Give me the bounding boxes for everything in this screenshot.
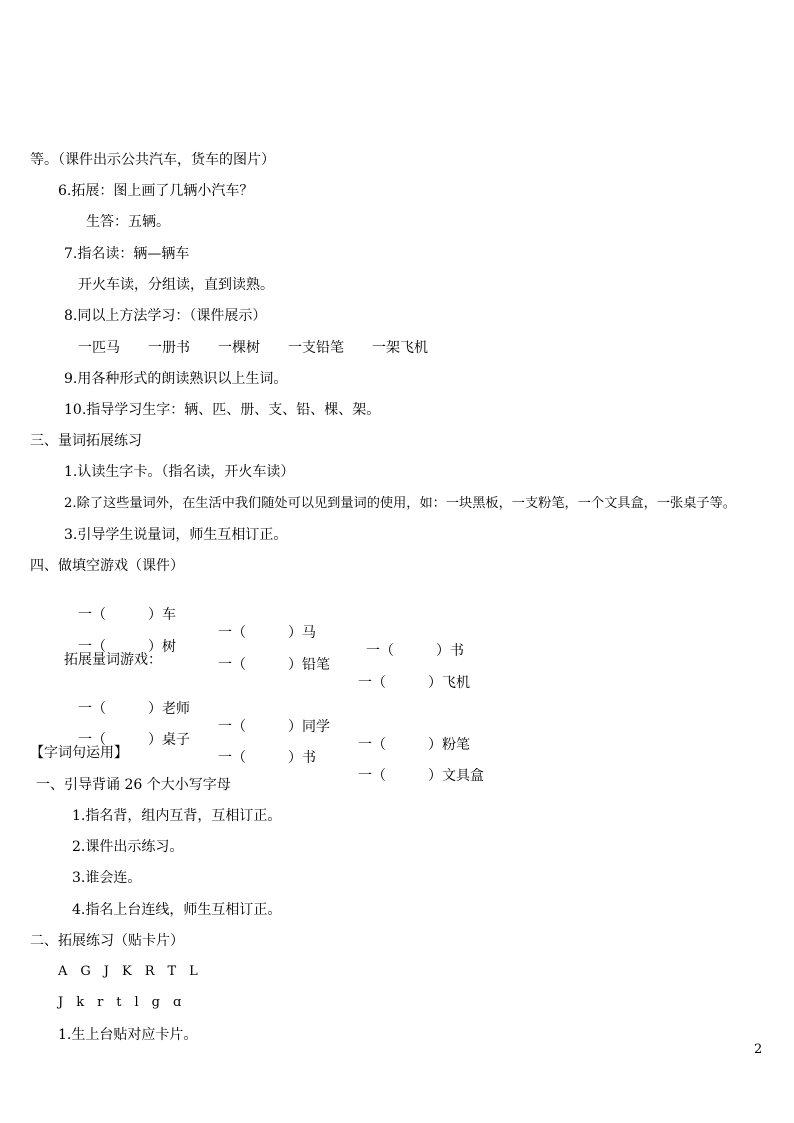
text-line: 9.用各种形式的朗读熟识以上生词。 <box>64 371 288 387</box>
text-line: 拓展量词游戏： <box>64 652 162 668</box>
fill-blank-item: 一（ ）树 <box>78 639 176 655</box>
text-line: 3.引导学生说量词，师生互相订正。 <box>64 527 288 543</box>
text-line: 6.拓展：图上画了几辆小汽车？ <box>58 183 254 199</box>
text-line: 一匹马 一册书 一棵树 一支铅笔 一架飞机 <box>78 340 428 356</box>
fill-blank-item: 一（ ）铅笔 <box>218 657 330 673</box>
section-heading: 【字词句运用】 <box>30 745 128 761</box>
letter-row: J k r t l g ɑ <box>58 995 182 1010</box>
letter-row: A G J K R T L <box>58 964 198 979</box>
text-line: 3.谁会连。 <box>72 870 142 886</box>
text-line: 2.课件出示练习。 <box>72 839 184 855</box>
section-heading: 三、量词拓展练习 <box>30 433 142 449</box>
fill-blank-item: 一（ ）马 <box>218 625 316 641</box>
text-line: 4.指名上台连线，师生互相订正。 <box>72 902 282 918</box>
fill-blank-item: 一（ ）桌子 <box>78 732 190 748</box>
fill-blank-item: 一（ ）书 <box>366 643 464 659</box>
fill-blank-item: 一（ ）同学 <box>218 719 330 735</box>
section-heading: 二、拓展练习（贴卡片） <box>30 933 184 949</box>
text-line: 1.认读生字卡。（指名读，开火车读） <box>64 464 295 480</box>
text-line: 10.指导学习生字：辆、匹、册、支、铅、棵、架。 <box>64 402 381 418</box>
section-heading: 四、做填空游戏（课件） <box>30 558 184 574</box>
page-number: 2 <box>754 1042 763 1057</box>
text-line: 2.除了这些量词外，在生活中我们随处可以见到量词的使用，如：一块黑板，一支粉笔，一个文具盒，一张桌子等。 <box>64 496 736 511</box>
fill-blank-item: 一（ ）文具盒 <box>358 768 484 784</box>
text-line: 8.同以上方法学习：（课件展示） <box>64 308 267 324</box>
fill-blank-item: 一（ ）粉笔 <box>358 737 470 753</box>
text-line: 7.指名读：辆—辆车 <box>64 246 190 262</box>
section-heading: 一、引导背诵 26 个大小写字母 <box>36 777 231 793</box>
text-line: 等。（课件出示公共汽车，货车的图片） <box>30 152 275 168</box>
fill-blank-item: 一（ ）老师 <box>78 701 190 717</box>
fill-blank-item: 一（ ）书 <box>218 750 316 766</box>
text-line: 开火车读，分组读，直到读熟。 <box>78 277 274 293</box>
text-line: 生答：五辆。 <box>86 214 170 230</box>
text-line: 1.指名背，组内互背，互相订正。 <box>72 808 282 824</box>
fill-blank-item: 一（ ）车 <box>78 607 176 623</box>
fill-blank-item: 一（ ）飞机 <box>358 675 470 691</box>
text-line: 1.生上台贴对应卡片。 <box>58 1027 198 1043</box>
